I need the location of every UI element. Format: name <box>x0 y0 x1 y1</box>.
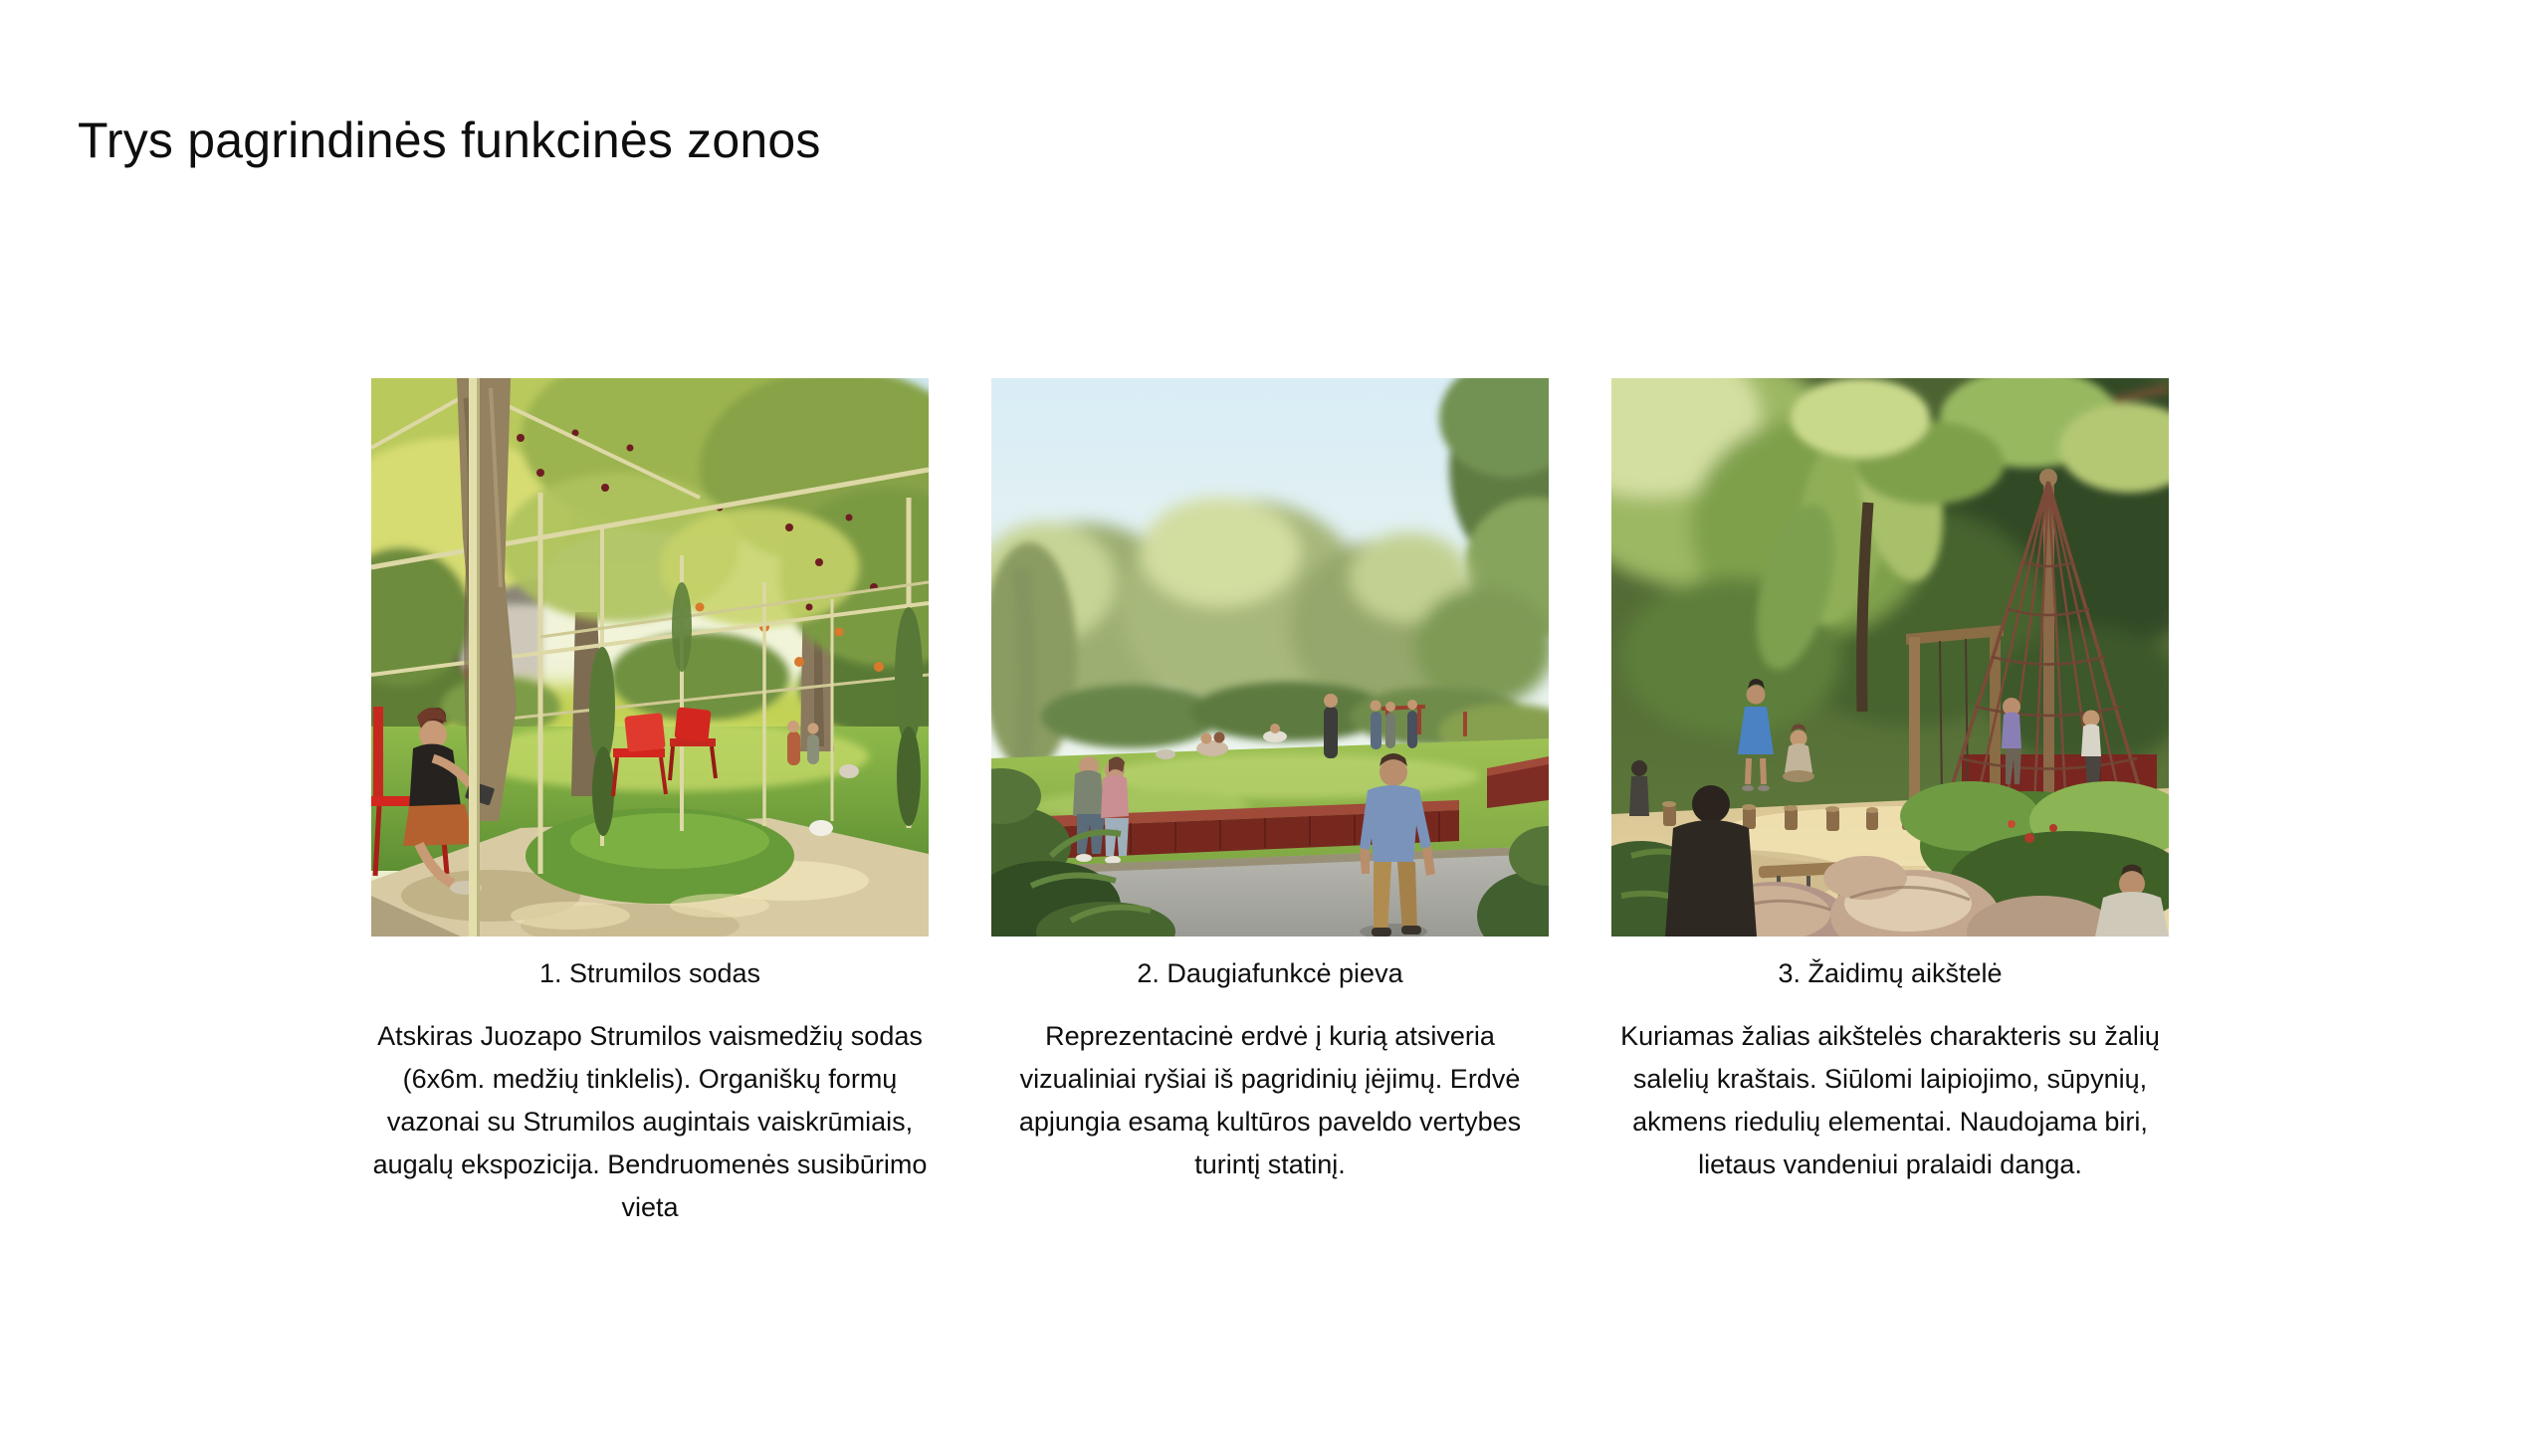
zone-description: Reprezentacinė erdvė į kurią atsiveria vizualiniai ryšiai iš pagridinių įėjimų. Erdvė apjungia esamą kultūros paveldo vertybes turintį statinį. <box>1018 1021 1522 1179</box>
zones-row <box>371 378 2169 1229</box>
zone-heading: 1. Strumilos sodas <box>538 958 761 988</box>
zone-image-playground <box>1611 378 2169 936</box>
front-pergola-pole <box>469 378 480 936</box>
zone-image-meadow <box>991 378 1549 936</box>
background-trunk <box>1862 503 1868 712</box>
zone-heading: 2. Daugiafunkcė pieva <box>1137 958 1403 988</box>
zone-card-daugiafunkce-pieva <box>991 378 1549 1229</box>
page-title: Trys pagrindinės funkcinės zonos <box>78 111 821 168</box>
zone-heading: 3. Žaidimų aikštelė <box>1778 958 2003 988</box>
zone-card-strumilos-sodas <box>371 378 929 1229</box>
toddler-left-edge <box>1629 760 1649 816</box>
zone-card-zaidimu-aikstele <box>1611 378 2169 1229</box>
zone-description: Kuriamas žalias aikštelės charakteris su žalių salelių kraštais. Siūlomi laipiojimo, sūpynių, akmens riedulių elementai. Naudojama biri, lietaus vandeniui pralaidi danga. <box>1620 1021 2160 1179</box>
zone-image-garden-pergola <box>371 378 929 936</box>
zone-description: Atskiras Juozapo Strumilos vaismedžių sodas (6x6m. medžių tinklelis). Organiškų formų vazonai su Strumilos augintais vaiskrūmiais, augalų ekspozicija. Bendruomenės susibūrimo vieta <box>372 1021 928 1222</box>
